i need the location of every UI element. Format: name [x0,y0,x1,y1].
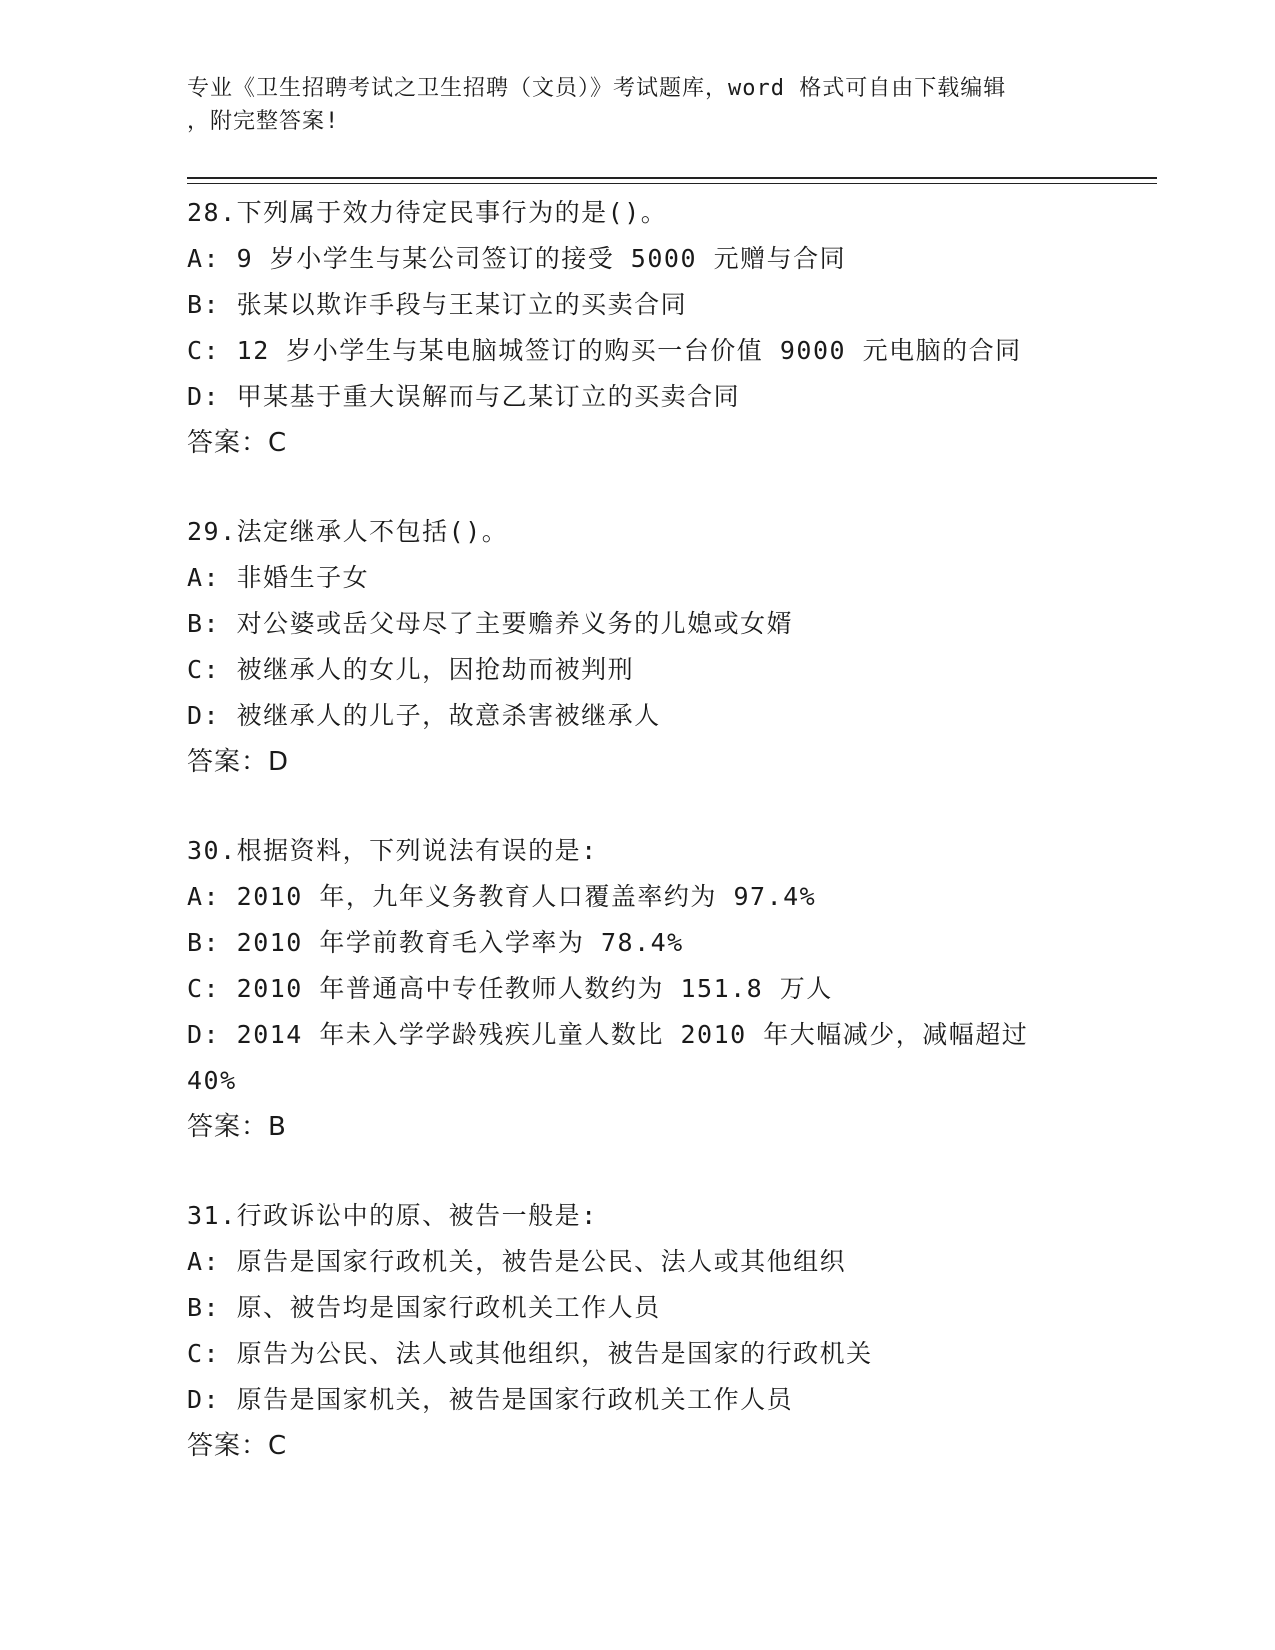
question-29 [187,509,1087,785]
answer-label: 答案：C [187,1431,288,1461]
answer-label: 答案：D [187,747,290,777]
option-a: A: 原告是国家行政机关，被告是公民、法人或其他组织 [187,1247,847,1276]
question-31 [187,1193,1087,1469]
header-divider-thick [187,177,1157,179]
answer-label: 答案：B [187,1112,287,1142]
question-stem: 30.根据资料，下列说法有误的是: [187,836,598,865]
answer-label: 答案：C [187,428,288,458]
option-a: A: 非婚生子女 [187,563,370,592]
option-c: C: 2010 年普通高中专任教师人数约为 151.8 万人 [187,974,833,1003]
option-a: A: 9 岁小学生与某公司签订的接受 5000 元赠与合同 [187,244,847,273]
option-d: D: 甲某基于重大误解而与乙某订立的买卖合同 [187,382,741,411]
option-d-continuation: 40% [187,1066,237,1095]
option-c: C: 12 岁小学生与某电脑城签订的购买一台价值 9000 元电脑的合同 [187,336,1022,365]
question-28 [187,190,1087,466]
option-c: C: 原告为公民、法人或其他组织，被告是国家的行政机关 [187,1339,873,1368]
option-b: B: 张某以欺诈手段与王某订立的买卖合同 [187,290,688,319]
option-a: A: 2010 年，九年义务教育人口覆盖率约为 97.4% [187,882,817,911]
option-d: D: 被继承人的儿子，故意杀害被继承人 [187,701,661,730]
option-c: C: 被继承人的女儿，因抢劫而被判刑 [187,655,635,684]
question-stem: 28.下列属于效力待定民事行为的是()。 [187,198,668,227]
option-b: B: 对公婆或岳父母尽了主要赡养义务的儿媳或女婿 [187,609,794,638]
option-d: D: 原告是国家机关，被告是国家行政机关工作人员 [187,1385,794,1414]
question-stem: 29.法定继承人不包括()。 [187,517,509,546]
question-30 [187,828,1087,1150]
header-line-1: 专业《卫生招聘考试之卫生招聘（文员）》考试题库，word 格式可自由下载编辑 [187,76,1007,101]
header-line-2: ，附完整答案! [187,109,340,134]
question-stem: 31.行政诉讼中的原、被告一般是: [187,1201,598,1230]
option-b: B: 2010 年学前教育毛入学率为 78.4% [187,928,684,957]
option-b: B: 原、被告均是国家行政机关工作人员 [187,1293,661,1322]
document-header [187,72,1087,138]
option-d: D: 2014 年未入学学龄残疾儿童人数比 2010 年大幅减少，减幅超过 [187,1020,1029,1049]
header-divider-thin [187,183,1157,184]
